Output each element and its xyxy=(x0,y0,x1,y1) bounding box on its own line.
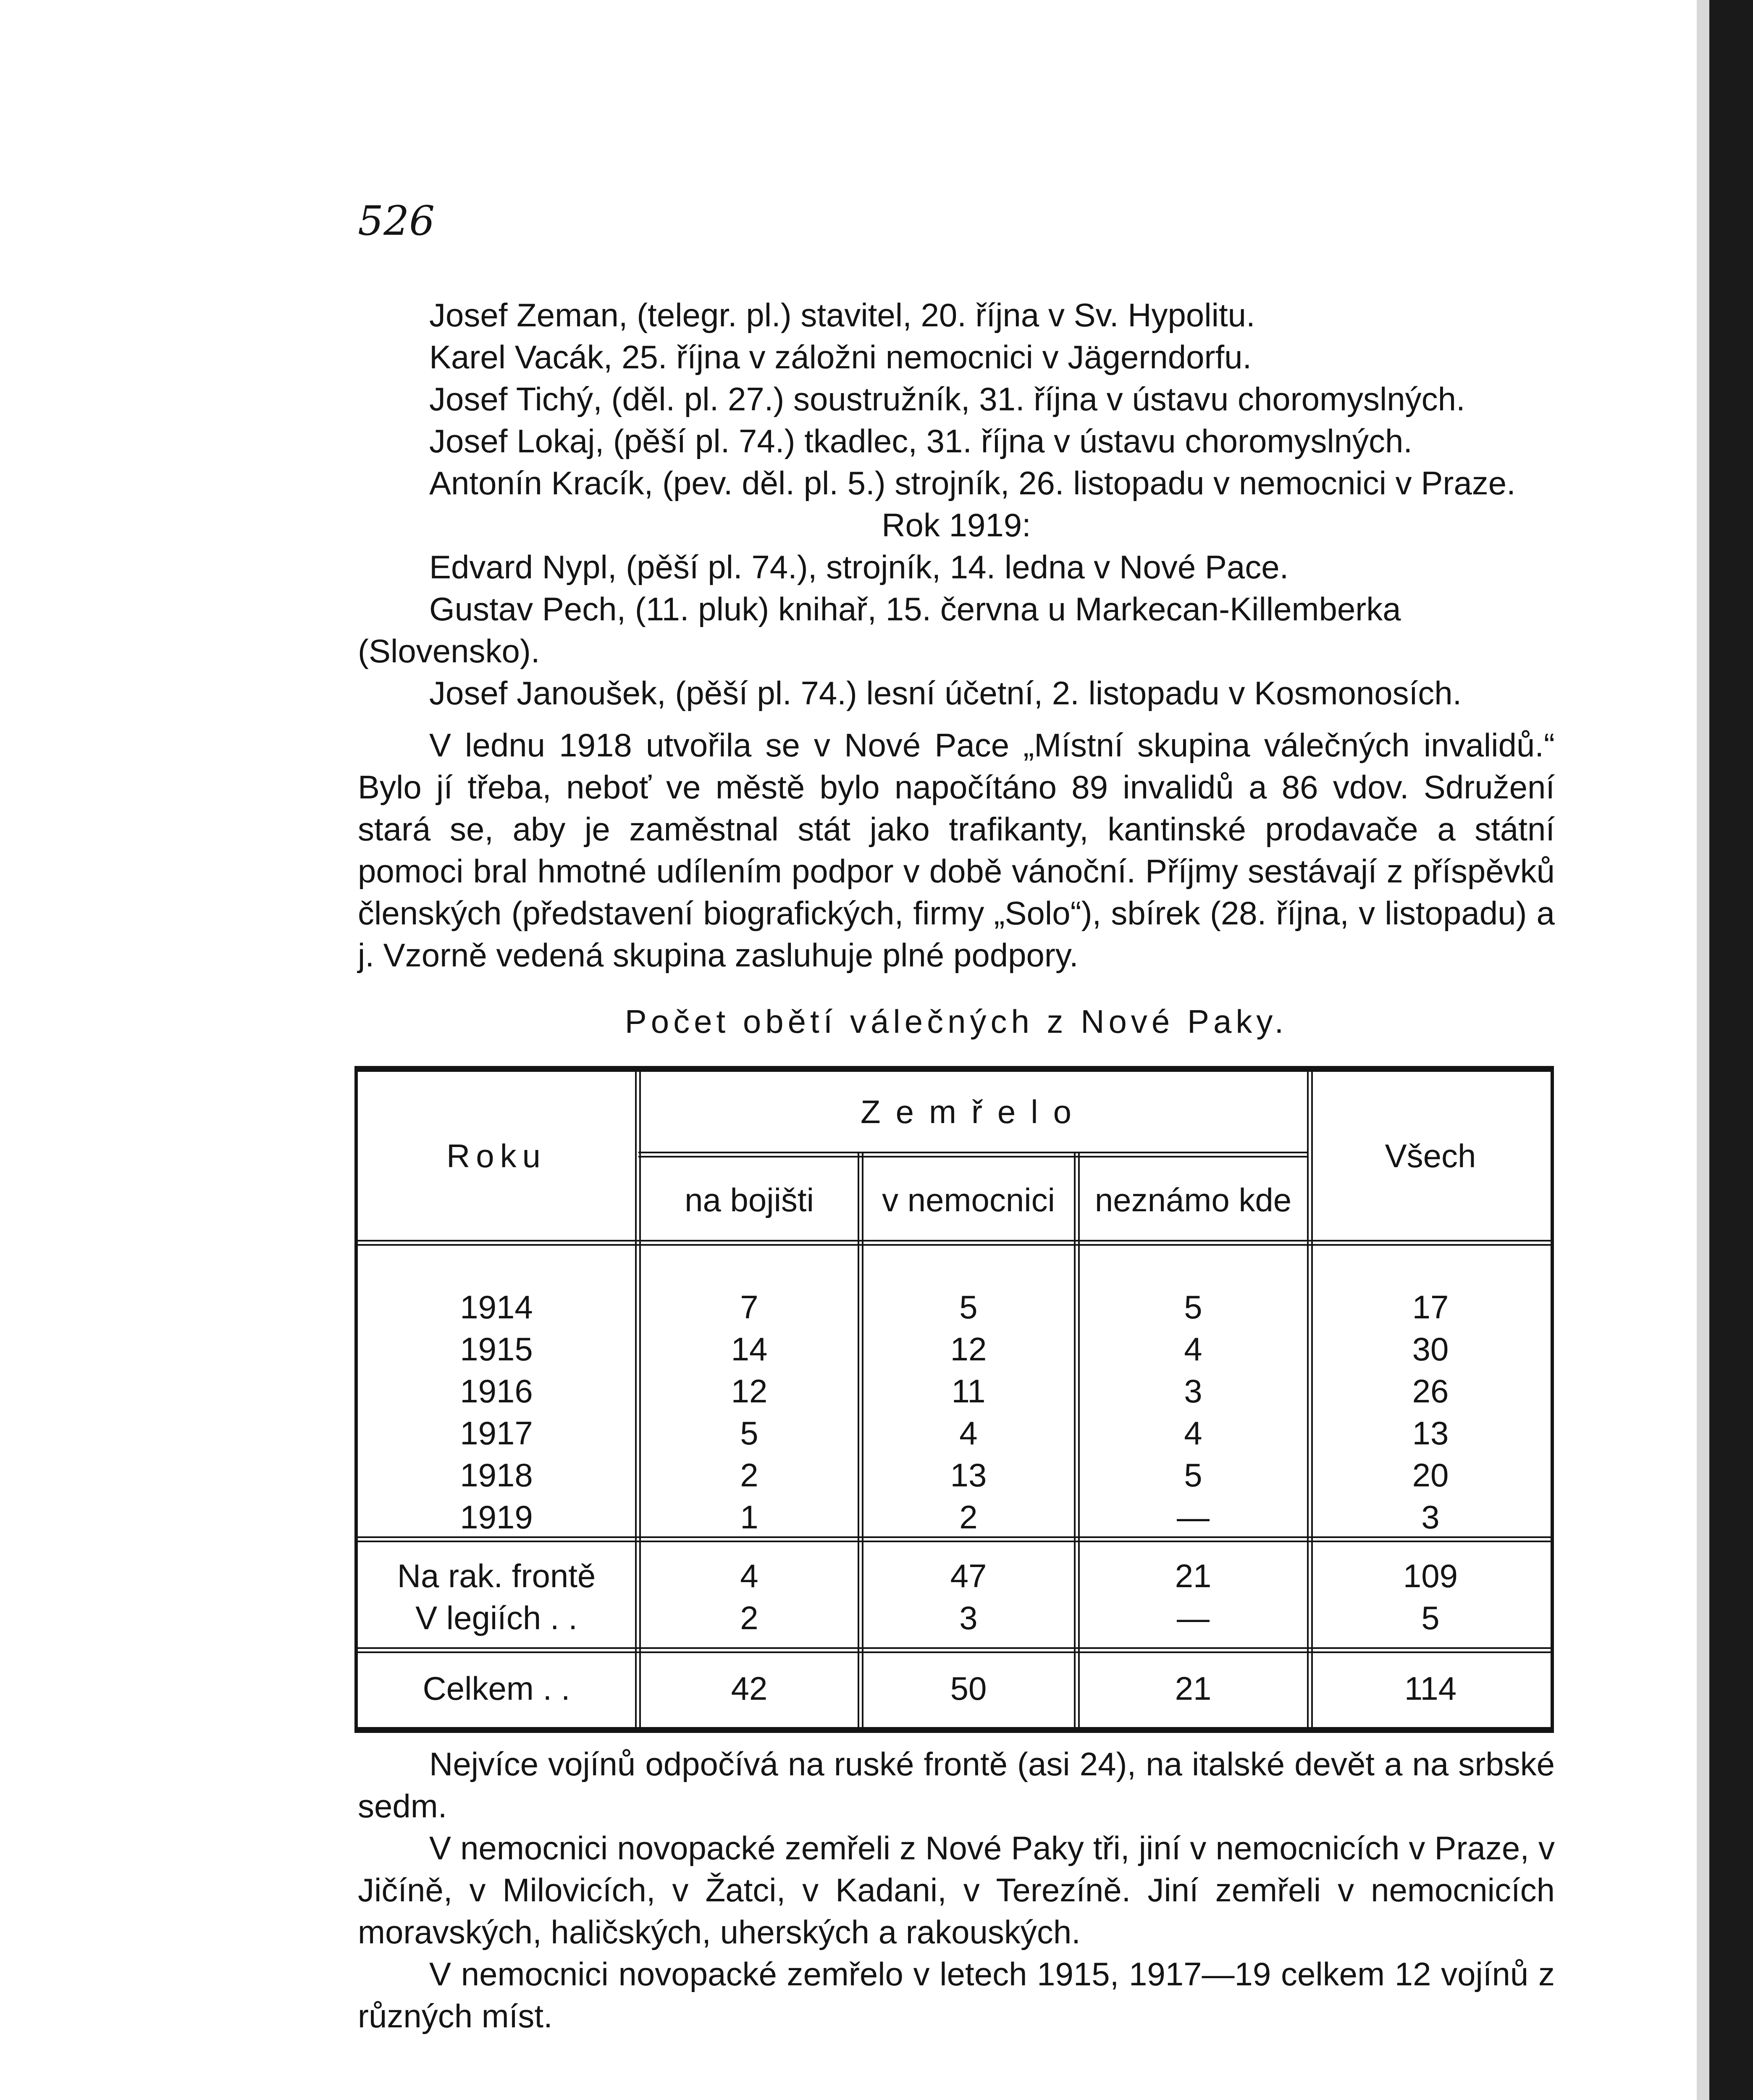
value-cell: 3 xyxy=(1184,1373,1202,1410)
value-cell: 12 xyxy=(950,1331,987,1368)
year-cell: 1917 xyxy=(460,1415,533,1452)
value-cell: 5 xyxy=(959,1289,978,1326)
value-cell: 4 xyxy=(1184,1331,1202,1368)
entry-line: Josef Lokaj, (pěší pl. 74.) tkadlec, 31. října v ústavu choromyslných. xyxy=(429,423,1413,459)
column-labels-summary xyxy=(358,1555,635,1639)
value-cell: 5 xyxy=(740,1415,758,1452)
entry-line: Antonín Kracík, (pev. děl. pl. 5.) strojník, 26. listopadu v nemocnici v Praze. xyxy=(429,465,1516,501)
value-cell: 21 xyxy=(1175,1557,1212,1594)
subheader-na-bojisti: na bojišti xyxy=(685,1181,814,1218)
column-neznamo-kde xyxy=(1080,1286,1307,1538)
header-zemrelo: Zemřelo xyxy=(860,1093,1087,1130)
value-cell: 2 xyxy=(740,1599,758,1636)
entry-line: (Slovensko). xyxy=(358,633,540,669)
entry-line: Josef Tichý, (děl. pl. 27.) soustružník, 31. října v ústavu choromyslných. xyxy=(429,381,1465,417)
year-cell: 1914 xyxy=(460,1289,533,1326)
value-cell: 47 xyxy=(950,1557,987,1594)
value-cell: — xyxy=(1177,1599,1210,1636)
value-cell: 5 xyxy=(1184,1289,1202,1326)
page-body xyxy=(358,294,1555,2037)
value-cell: 26 xyxy=(1412,1373,1449,1410)
page-edge xyxy=(1709,0,1753,2100)
value-cell: 3 xyxy=(959,1599,978,1636)
table-rule xyxy=(1074,1152,1080,1727)
table-rule xyxy=(1307,1072,1313,1727)
page-gutter-shadow xyxy=(1697,0,1709,2100)
year-cell: 1915 xyxy=(460,1331,533,1368)
year-cell: 1919 xyxy=(460,1499,533,1536)
table-title: Počet obětí válečných z Nové Paky. xyxy=(625,1003,1288,1040)
value-cell: 2 xyxy=(959,1499,978,1536)
column-v-nemocnici xyxy=(863,1286,1073,1538)
year-cell: 1918 xyxy=(460,1457,533,1494)
value-cell: 4 xyxy=(740,1557,758,1594)
entry-line: Gustav Pech, (11. pluk) knihař, 15. června u Markecan-Killemberka xyxy=(429,591,1401,627)
value-cell: 11 xyxy=(951,1373,986,1410)
value-cell: 7 xyxy=(740,1289,758,1326)
value-cell: 14 xyxy=(731,1331,768,1368)
column-years xyxy=(358,1286,635,1538)
value-cell: 13 xyxy=(1412,1415,1449,1452)
paragraph-graves: Nejvíce vojínů odpočívá na ruské frontě (asi 24), na italské devět a na srbské sedm. xyxy=(358,1746,1555,1824)
total-vsech: 114 xyxy=(1404,1670,1457,1707)
entry-line: Karel Vacák, 25. října v záložni nemocnici v Jägerndorfu. xyxy=(429,339,1252,375)
table-rule xyxy=(858,1152,863,1727)
row-label-total: Celkem . . xyxy=(423,1670,570,1707)
summary-bojisti xyxy=(641,1555,858,1639)
table-rule xyxy=(638,1152,1307,1158)
summary-vsech xyxy=(1313,1555,1548,1639)
total-bojisti: 42 xyxy=(731,1670,768,1707)
paragraph-hospitals: V nemocnici novopacké zemřeli z Nové Paky tři, jiní v nemocnicích v Praze, v Jičíně, v Milovicích, v Žatci, v Kadani, v Terezíně. Jiní zemřeli v nemocnicích moravských, haličských, uherských a rakouských. xyxy=(358,1830,1555,1950)
value-cell: 20 xyxy=(1412,1457,1449,1494)
total-nemocnici: 50 xyxy=(950,1670,987,1707)
entry-line: Josef Zeman, (telegr. pl.) stavitel, 20. října v Sv. Hypolitu. xyxy=(429,297,1255,333)
value-cell: 13 xyxy=(950,1457,987,1494)
value-cell: 4 xyxy=(1184,1415,1202,1452)
value-cell: 1 xyxy=(740,1499,758,1536)
value-cell: 17 xyxy=(1412,1289,1449,1326)
table-rule xyxy=(358,1240,1551,1246)
table-rule xyxy=(635,1072,641,1727)
subheader-neznamo-kde: neznámo kde xyxy=(1094,1181,1292,1218)
value-cell: 109 xyxy=(1403,1557,1458,1594)
summary-neznamo xyxy=(1080,1555,1307,1639)
total-neznamo: 21 xyxy=(1175,1670,1212,1707)
header-vsech: Všech xyxy=(1385,1137,1476,1174)
entry-line: Josef Janoušek, (pěší pl. 74.) lesní účetní, 2. listopadu v Kosmonosích. xyxy=(429,675,1462,711)
summary-nemocnici xyxy=(863,1555,1073,1639)
value-cell: — xyxy=(1177,1499,1210,1536)
table-rule xyxy=(358,1647,1551,1653)
value-cell: 5 xyxy=(1421,1599,1440,1636)
value-cell: 12 xyxy=(731,1373,768,1410)
paragraph-novopacka: V nemocnici novopacké zemřelo v letech 1915, 1917—19 celkem 12 vojínů z různých míst. xyxy=(358,1956,1555,2034)
row-label-legie: V legiích . . xyxy=(415,1599,577,1636)
year-heading: Rok 1919: xyxy=(882,507,1031,543)
column-na-bojisti xyxy=(641,1286,858,1538)
value-cell: 2 xyxy=(740,1457,758,1494)
paragraph-invalids: V lednu 1918 utvořila se v Nové Pace „Místní skupina válečných invalidů.“ Bylo jí třeba, neboť ve městě bylo napočítáno 89 invalidů a 86 vdov. Sdružení stará se, aby je zaměstnal stát jako trafikanty, kantinské prodavače a státní pomoci bral hmotné udílením podpor v době vánoční. Příjmy sestávají z příspěvků členských (představení biografických, firmy „Solo“), sbírek (28. října, v listopadu) a j. Vzorně vedená skupina zasluhuje plné podpory. xyxy=(358,727,1555,974)
casualties-table xyxy=(354,1066,1554,1733)
year-cell: 1916 xyxy=(460,1373,533,1410)
value-cell: 30 xyxy=(1412,1331,1449,1368)
subheader-v-nemocnici: v nemocnici xyxy=(882,1181,1055,1218)
value-cell: 3 xyxy=(1421,1499,1440,1536)
value-cell: 4 xyxy=(959,1415,978,1452)
entry-line: Edvard Nypl, (pěší pl. 74.), strojník, 14. ledna v Nové Pace. xyxy=(429,549,1289,585)
page-number: 526 xyxy=(358,197,435,244)
row-label-front: Na rak. frontě xyxy=(397,1557,596,1594)
value-cell: 5 xyxy=(1184,1457,1202,1494)
column-vsech xyxy=(1313,1286,1548,1538)
header-roku: Roku xyxy=(446,1137,547,1174)
